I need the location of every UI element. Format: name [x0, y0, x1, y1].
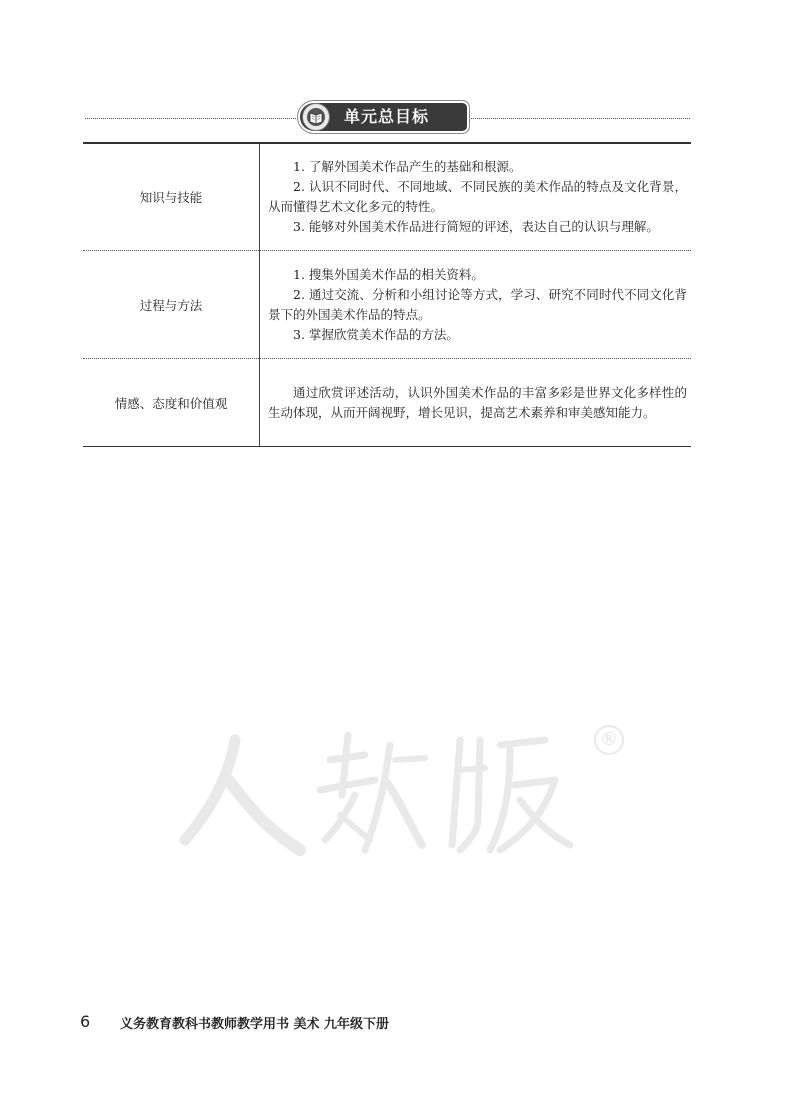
goal-category: 知识与技能 [83, 144, 260, 251]
goal-content [260, 144, 692, 251]
goal-category: 情感、态度和价值观 [83, 359, 260, 447]
goal-category: 过程与方法 [83, 251, 260, 359]
registered-mark: ® [594, 725, 624, 755]
goal-item: 2. 通过交流、分析和小组讨论等方式，学习、研究不同时代不同文化背景下的外国美术作品的特点。 [268, 286, 687, 322]
table-row [83, 144, 691, 251]
page-number: 6 [80, 1012, 91, 1031]
book-icon [302, 103, 330, 131]
section-banner [300, 103, 467, 131]
unit-goals-table [83, 144, 691, 447]
section-title: 单元总目标 [344, 107, 430, 126]
goal-item: 3. 能够对外国美术作品进行简短的评述，表达自己的认识与理解。 [293, 219, 659, 234]
table-row [83, 251, 691, 359]
goal-item: 2. 认识不同时代、不同地域、不同民族的美术作品的特点及文化背景，从而懂得艺术文化多元的特性。 [268, 179, 687, 214]
goal-content [260, 251, 692, 359]
goal-item: 1. 了解外国美术作品产生的基础和根源。 [293, 159, 522, 174]
goal-item: 3. 掌握欣赏美术作品的方法。 [293, 326, 459, 342]
goal-content [260, 359, 692, 447]
table-row [83, 359, 691, 447]
goal-item: 通过欣赏评述活动，认识外国美术作品的丰富多彩是世界文化多样性的生动体现，从而开阔视野，增长见识，提高艺术素养和审美感知能力。 [268, 384, 687, 420]
footer-book-title: 义务教育教科书教师教学用书 美术 九年级下册 [120, 1017, 390, 1032]
goal-item: 1. 搜集外国美术作品的相关资料。 [293, 266, 484, 282]
publisher-watermark-logo [160, 700, 590, 880]
